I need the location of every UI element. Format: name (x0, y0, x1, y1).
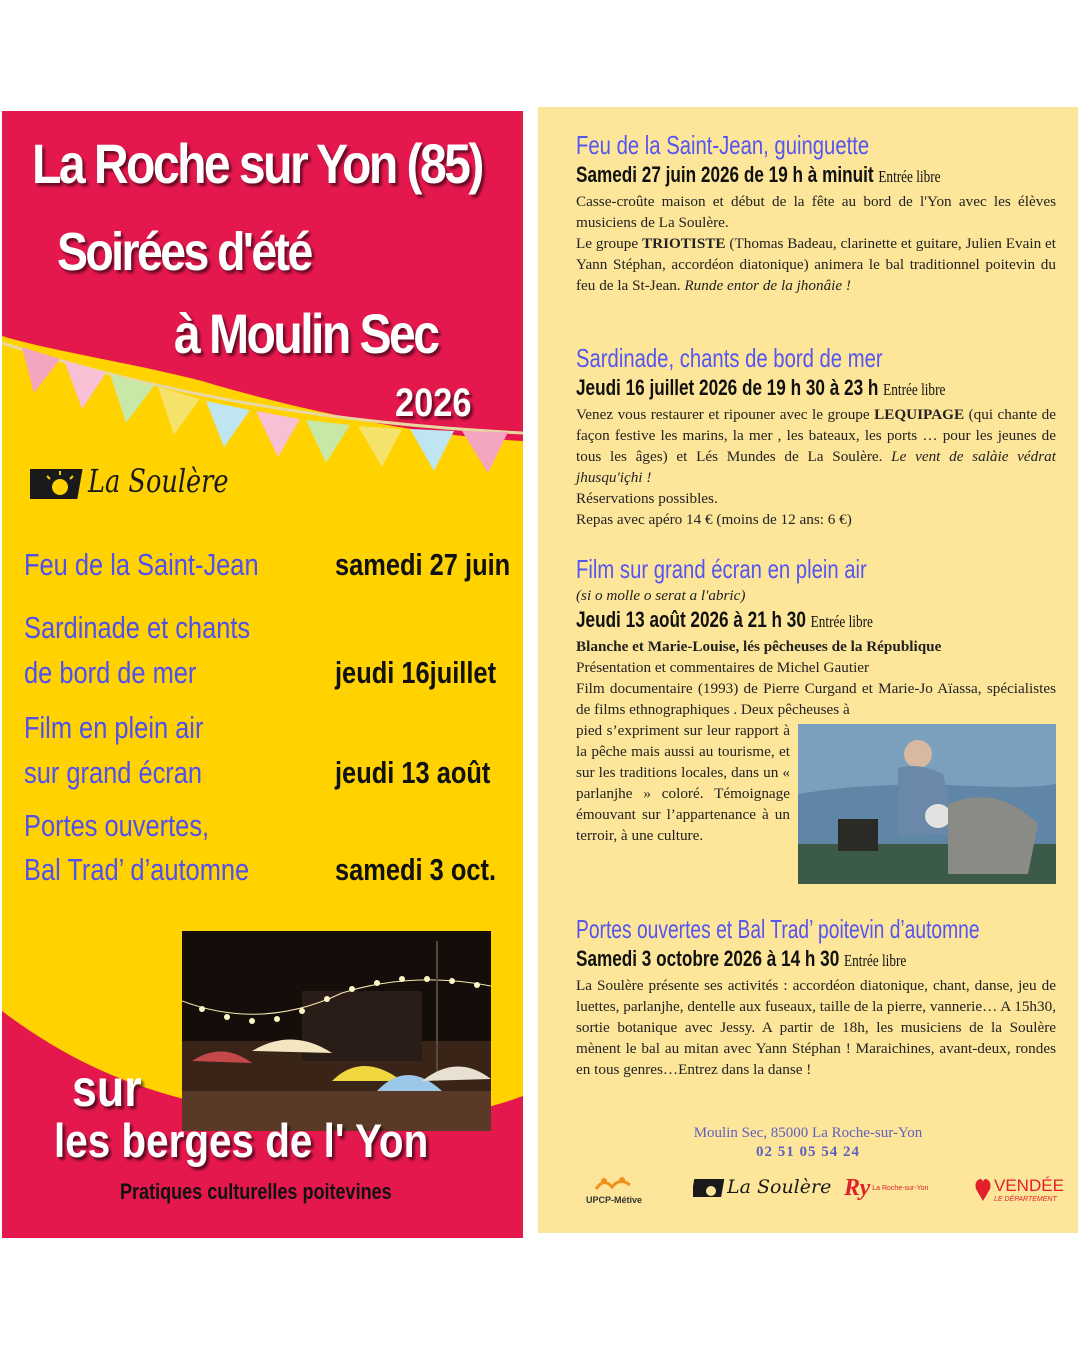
title-soirees: Soirées d'été (57, 222, 311, 282)
vendee-text: VENDÉE (994, 1175, 1064, 1195)
soulere-logo-text: La Soulère (727, 1176, 832, 1198)
vendee-logo (974, 1175, 1064, 1203)
address: Moulin Sec, 85000 La Roche-sur-Yon (693, 1125, 923, 1141)
ry-text: La Roche-sur-Yon (872, 1185, 929, 1192)
la-soulere-logo (30, 461, 264, 501)
section-date: Jeudi 13 août 2026 à 21 h 30 Entrée libre (576, 607, 873, 632)
event-1-name: Feu de la Saint-Jean (24, 547, 259, 582)
section-date: Samedi 27 juin 2026 de 19 h à minuit Entrée libre (576, 162, 941, 187)
soulere-logo (693, 1175, 831, 1199)
event-2-date: jeudi 16juillet (335, 655, 497, 690)
event-4-name-line1: Portes ouvertes, (24, 808, 210, 843)
entry-label: Entrée libre (844, 951, 907, 970)
upcp-logo-text: UPCP-Métive (586, 1195, 643, 1205)
section-saint-jean (576, 129, 1056, 296)
berges-text: les berges de l' Yon (54, 1114, 429, 1167)
contact-footer (538, 1124, 1078, 1162)
upcp-logo-icon (594, 1175, 634, 1195)
event-3-name-line2: sur grand écran (24, 755, 203, 790)
section-title: Film sur grand écran en plein air (576, 554, 867, 584)
title-year: 2026 (395, 381, 472, 425)
entry-label: Entrée libre (810, 612, 873, 631)
event-1-date: samedi 27 juin (335, 547, 511, 582)
soulere-logo-text: La Soulère (88, 462, 229, 500)
film-title: Blanche et Marie-Louise, lés pêcheuses de la République (576, 638, 942, 655)
flyer-front (2, 111, 523, 1238)
section-title: Feu de la Saint-Jean, guinguette (576, 130, 870, 160)
event-2-name-line2: de bord de mer (24, 655, 197, 690)
event-4-date: samedi 3 oct. (335, 852, 497, 887)
section-title: Portes ouvertes et Bal Trad’ poitevin d’automne (576, 914, 980, 944)
soulere-logo-icon (693, 1175, 727, 1199)
section-film (576, 553, 1056, 884)
title-moulin-sec: à Moulin Sec (174, 302, 438, 365)
section-date: Jeudi 16 juillet 2026 de 19 h 30 à 23 h Entrée libre (576, 375, 946, 400)
event-3-name-line1: Film en plein air (24, 710, 204, 745)
entry-label: Entrée libre (878, 167, 941, 186)
sur-text: sur (72, 1060, 142, 1118)
section-text: Venez vous restaurer et ripouner avec le groupe LEQUIPAGE (qui chante de façon festive les marins, la mer , les bateaux, les ports … pour les jeunes de tous les âges) et Lés Mundes de La Soulère. Le vent de salàie védrat jhusqu'içhi ! Réservations possibles. Repas avec apéro 14 € (moins de 12 ans: 6 €) (576, 406, 1056, 528)
soulere-logo-icon (30, 461, 86, 501)
event-2-name-line1: Sardinade et chants (24, 610, 251, 645)
section-date: Samedi 3 octobre 2026 à 14 h 30 Entrée libre (576, 946, 907, 971)
section-portes-ouvertes (576, 913, 1056, 1080)
section-subtitle: (si o molle o serat a l'abric) (576, 587, 746, 604)
section-sardinade (576, 342, 1056, 530)
partner-logos (538, 1175, 1078, 1215)
section-text: La Soulère présente ses activités : accordéon diatonique, chant, danse, jeu de luettes, parlanjhe, dentelle aux fuseaux, taille de la pierre, vannerie… A 15h30, sortie botanique avec Jessy. A partir de 18h, les musiciens de la Soulère mènent le bal au mitan avec Yann Stéphan ! Maraichines, avant-deux, rondes en tous genres…Entrez dans la danse ! (576, 977, 1056, 1078)
event-4-name-line2: Bal Trad’ d’automne (24, 852, 250, 887)
tagline: Pratiques culturelles poitevines (120, 1179, 392, 1204)
entry-label: Entrée libre (883, 380, 946, 399)
section-title: Sardinade, chants de bord de mer (576, 343, 883, 373)
section-text: Blanche et Marie-Louise, lés pêcheuses de la République Présentation et commentaires de Michel Gautier Film documentaire (1993) de Pierre Curgand et Marie-Jo Aïassa, spécialistes de films ethnographiques . Deux pêcheuses à pied s’expriment sur leur rapport à la pêche mais aussi au tourisme, et sur les traditions locales, dans un « parlanjhe » coloré. Témoignage émouvant sur l’appartenance à un terroir, à une culture. (576, 636, 1056, 846)
vendee-sub: LE DÉPARTEMENT (994, 1195, 1057, 1203)
title-city: La Roche sur Yon (85) (32, 132, 482, 195)
fisherwomen-photo (798, 724, 1056, 884)
section-text: Casse-croûte maison et début de la fête au bord de l'Yon avec les élèves musiciens de La Soulère. Le groupe TRIOTISTE (Thomas Badeau, clarinette et guitare, Julien Evain et Yann Stéphan, accordéon diatonique) animera le bal traditionnel poitevin du feu de la St-Jean. Runde entor de la jhonâie ! (576, 193, 1057, 294)
event-3-date: jeudi 13 août (335, 755, 491, 790)
guinguette-night-photo (182, 931, 491, 1131)
phone: 02 51 05 54 24 (756, 1144, 860, 1160)
roche-sur-yon-logo (844, 1175, 928, 1202)
flyer-back (538, 107, 1078, 1233)
vendee-heart-icon (974, 1175, 992, 1203)
upcp-logo (586, 1175, 642, 1205)
ry-mark: Ry (844, 1175, 871, 1201)
